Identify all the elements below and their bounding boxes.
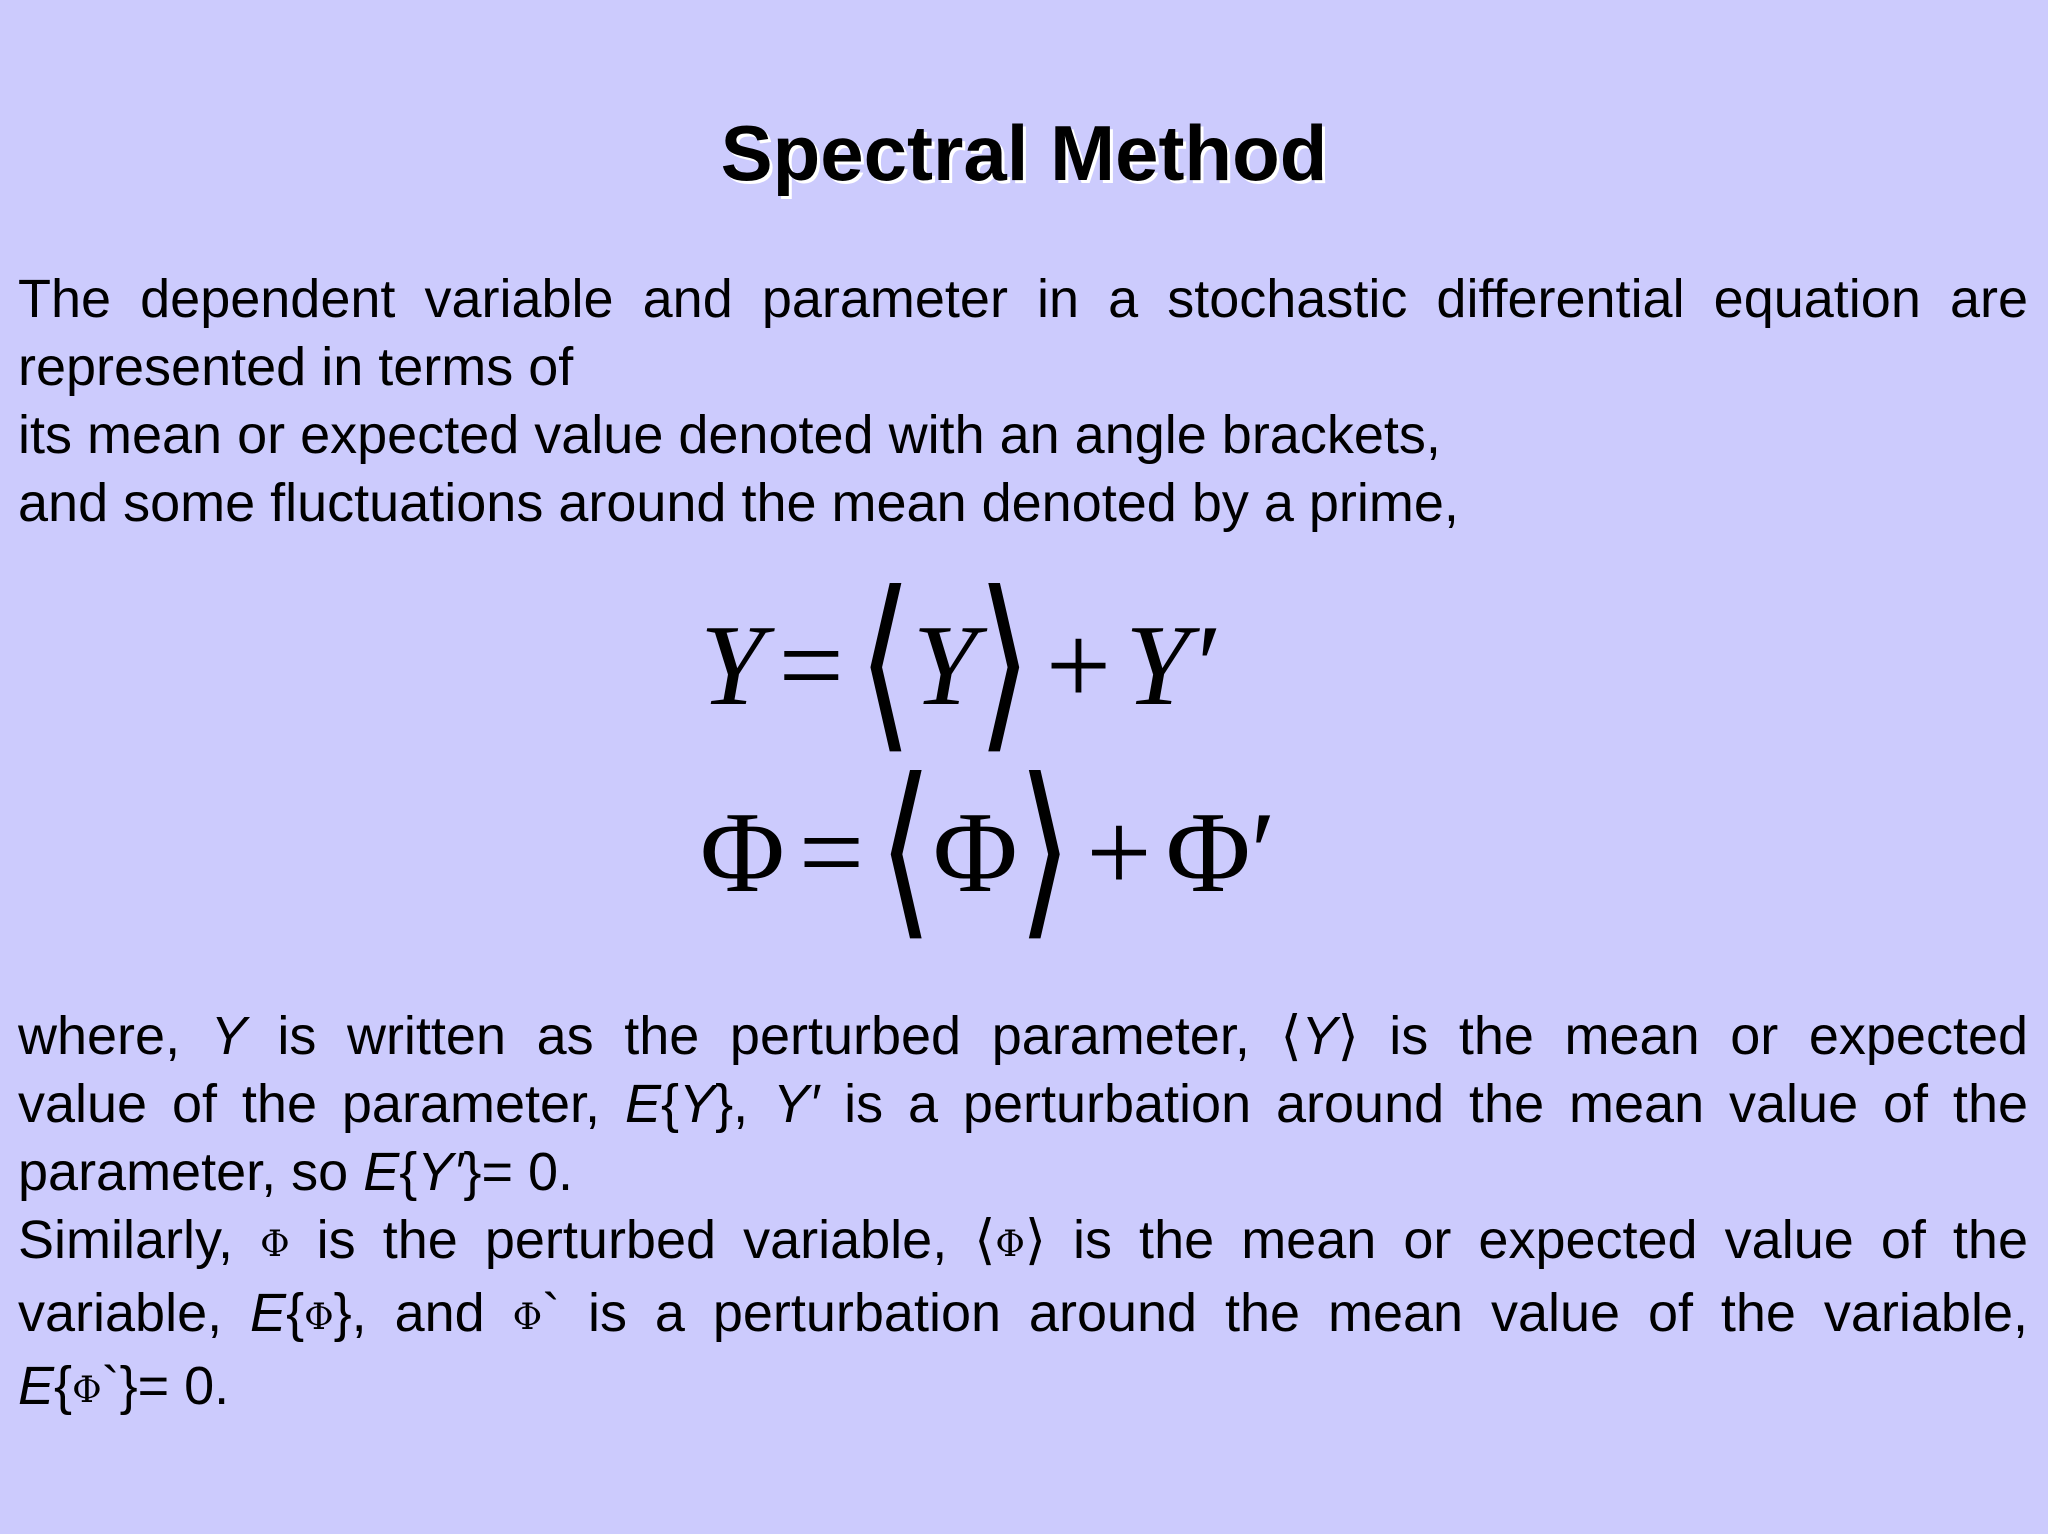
equation-y-mean: Y xyxy=(912,602,978,730)
equation-y-lhs: Y xyxy=(700,602,765,730)
slide-title: Spectral Method xyxy=(720,109,1328,197)
equation-y-fluctuation: Y′ xyxy=(1125,602,1216,730)
phi-symbol: Φ xyxy=(512,1297,543,1338)
equation-phi-left-bracket: ⟨ xyxy=(878,739,933,960)
explanation-line-1: where, Y is written as the perturbed parameter, ⟨Y⟩ is the mean or expected xyxy=(18,1006,2029,1066)
equation-phi-lhs: Φ xyxy=(700,789,785,917)
explanation-line-4: Similarly, Φ is the perturbed variable, ⟨Φ⟩ is the mean or expected value of the xyxy=(18,1210,2028,1270)
intro-line-4: and some fluctuations around the mean denoted by a prime, xyxy=(18,473,1459,533)
explanation-line-5: variable, E{Φ}, and Φ` is a perturbation around the mean value of the variable, xyxy=(18,1283,2028,1343)
explanation-line-6: E{Φ`}= 0. xyxy=(18,1356,230,1416)
explanation-line-2: value of the parameter, E{Y}, Y′ is a perturbation around the mean value of the xyxy=(18,1074,2029,1134)
explanation-line-3: parameter, so E{Y′}= 0. xyxy=(18,1142,574,1202)
equation-y-left-bracket: ⟨ xyxy=(857,552,913,773)
equation-y-plus: + xyxy=(1045,602,1112,730)
intro-line-1: The dependent variable and parameter in a stochastic differential equation are xyxy=(18,269,2028,329)
equation-phi-right-bracket: ⟩ xyxy=(1017,739,1073,960)
equation-y xyxy=(700,552,1400,773)
phi-symbol: Φ xyxy=(995,1224,1025,1265)
intro-line-3: its mean or expected value denoted with an angle brackets, xyxy=(18,405,1441,465)
intro-line-2: represented in terms of xyxy=(18,337,574,397)
explanation-paragraph xyxy=(18,1002,2028,1425)
equation-phi-plus: + xyxy=(1086,789,1152,917)
phi-symbol: Φ xyxy=(304,1297,334,1338)
equation-y-equals: = xyxy=(778,602,844,730)
equation-phi-mean: Φ xyxy=(932,789,1018,917)
intro-paragraph xyxy=(18,265,2028,537)
equation-phi xyxy=(700,739,1400,960)
phi-symbol: Φ xyxy=(72,1370,102,1411)
equation-phi-equals: = xyxy=(798,789,865,917)
equation-phi-fluctuation: Φ′ xyxy=(1165,789,1276,917)
phi-symbol: Φ xyxy=(260,1224,290,1265)
equation-y-right-bracket: ⟩ xyxy=(977,552,1032,773)
